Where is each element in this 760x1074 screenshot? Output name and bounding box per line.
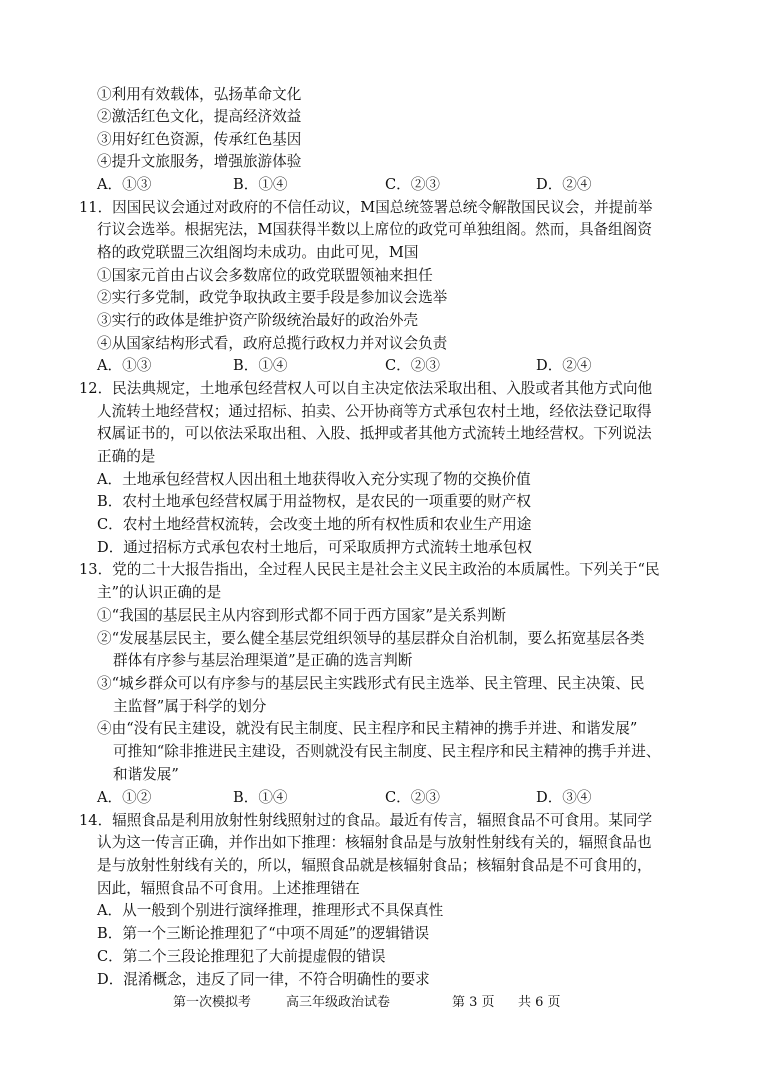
- q11-option-d: D．②④: [536, 357, 592, 374]
- q14-stem-2: 认为这一传言正确，并作出如下推理：核辐射食品是与放射性射线有关的，辐照食品也: [97, 834, 652, 851]
- q13-item-1: ①“我国的基层民主从内容到形式都不同于西方国家”是关系判断: [97, 607, 506, 624]
- footer-subject: 高三年级政治试卷: [286, 995, 391, 1010]
- q14-choice-a: A．从一般到个别进行演绎推理，推理形式不具保真性: [97, 902, 444, 919]
- footer-exam: 第一次模拟考: [173, 995, 252, 1010]
- q10-option-a: A．①③: [97, 176, 152, 193]
- q13-item-4b: 可推知“除非推进民主建设，否则就没有民主制度、民主程序和民主精神的携手并进、: [113, 743, 661, 760]
- q13-item-3b: 主监督”属于科学的划分: [113, 698, 267, 715]
- q10-item-2: ②激活红色文化，提高经济效益: [97, 108, 302, 125]
- q10-item-3: ③用好红色资源，传承红色基因: [97, 131, 302, 148]
- q13-item-3a: ③“城乡群众可以有序参与的基层民主实践形式有民主选举、民主管理、民主决策、民: [97, 675, 645, 692]
- q11-stem-3: 格的政党联盟三次组阁均未成功。由此可见，M国: [97, 244, 419, 261]
- footer-page: 第 3 页: [452, 995, 495, 1010]
- q11-option-c: C．②③: [385, 357, 440, 374]
- q10-option-c: C．②③: [385, 176, 440, 193]
- q12-stem-4: 正确的是: [97, 448, 156, 465]
- q13-option-d: D．③④: [536, 789, 592, 806]
- q13-option-a: A．①②: [97, 789, 152, 806]
- footer-total: 共 6 页: [518, 995, 561, 1010]
- q14-stem-3: 是与放射性射线有关的，所以，辐照食品就是核辐射食品；核辐射食品是不可食用的，: [97, 857, 652, 874]
- q14-choice-c: C．第二个三段论推理犯了大前提虚假的错误: [97, 948, 386, 965]
- q10-option-d: D．②④: [536, 176, 592, 193]
- q10-item-1: ①利用有效载体，弘扬革命文化: [97, 86, 302, 103]
- q12-choice-a: A．土地承包经营权人因出租土地获得收入充分实现了物的交换价值: [97, 471, 531, 488]
- q10-item-4: ④提升文旅服务，增强旅游体验: [97, 153, 302, 170]
- q14-choice-d: D．混淆概念，违反了同一律，不符合明确性的要求: [97, 971, 430, 988]
- q14-stem-4: 因此，辐照食品不可食用。上述推理错在: [97, 880, 360, 897]
- q12-choice-c: C．农村土地经营权流转，会改变土地的所有权性质和农业生产用途: [97, 516, 532, 533]
- q11-option-a: A．①③: [97, 357, 152, 374]
- q11-stem-2: 行议会选举。根据宪法，M国获得半数以上席位的政党可单独组阁。然而，具备组阁资: [97, 221, 652, 238]
- q10-option-b: B．①④: [233, 176, 288, 193]
- q11-item-1: ①国家元首由占议会多数席位的政党联盟领袖来担任: [97, 267, 433, 284]
- q12-choice-d: D．通过招标方式承包农村土地后，可采取质押方式流转土地承包权: [97, 539, 532, 556]
- q11-option-b: B．①④: [233, 357, 288, 374]
- q13-stem-2: 主”的认识正确的是: [97, 584, 222, 601]
- q12-stem-2: 人流转土地经营权；通过招标、拍卖、公开协商等方式承包农村土地，经依法登记取得: [97, 403, 652, 420]
- q12-choice-b: B．农村土地承包经营权属于用益物权，是农民的一项重要的财产权: [97, 493, 531, 510]
- q13-item-4c: 和谐发展”: [113, 766, 179, 783]
- q11-item-2: ②实行多党制，政党争取执政主要手段是参加议会选举: [97, 289, 448, 306]
- q12-stem-3: 权属证书的，可以依法采取出租、入股、抵押或者其他方式流转土地经营权。下列说法: [97, 425, 652, 442]
- q12-stem-1: 12．民法典规定，土地承包经营权人可以自主决定依法采取出租、入股或者其他方式向他: [79, 380, 653, 397]
- q13-item-4a: ④由“没有民主建设，就没有民主制度、民主程序和民主精神的携手并进、和谐发展”: [97, 720, 638, 737]
- q13-item-2b: 群体有序参与基层治理渠道”是正确的选言判断: [113, 652, 413, 669]
- q11-item-4: ④从国家结构形式看，政府总揽行政权力并对议会负责: [97, 335, 448, 352]
- q11-stem-1: 11．因国民议会通过对政府的不信任动议，M国总统签署总统令解散国民议会，并提前举: [79, 199, 653, 216]
- q13-item-2a: ②“发展基层民主，要么健全基层党组织领导的基层群众自治机制，要么拓宽基层各类: [97, 630, 645, 647]
- q11-item-3: ③实行的政体是维护资产阶级统治最好的政治外壳: [97, 312, 419, 329]
- q13-option-b: B．①④: [233, 789, 288, 806]
- q14-stem-1: 14．辐照食品是利用放射性射线照射过的食品。最近有传言，辐照食品不可食用。某同学: [79, 812, 653, 829]
- q14-choice-b: B．第一个三断论推理犯了“中项不周延”的逻辑错误: [97, 925, 430, 942]
- q13-stem-1: 13．党的二十大报告指出，全过程人民民主是社会主义民主政治的本质属性。下列关于“民: [79, 561, 660, 578]
- q13-option-c: C．②③: [385, 789, 440, 806]
